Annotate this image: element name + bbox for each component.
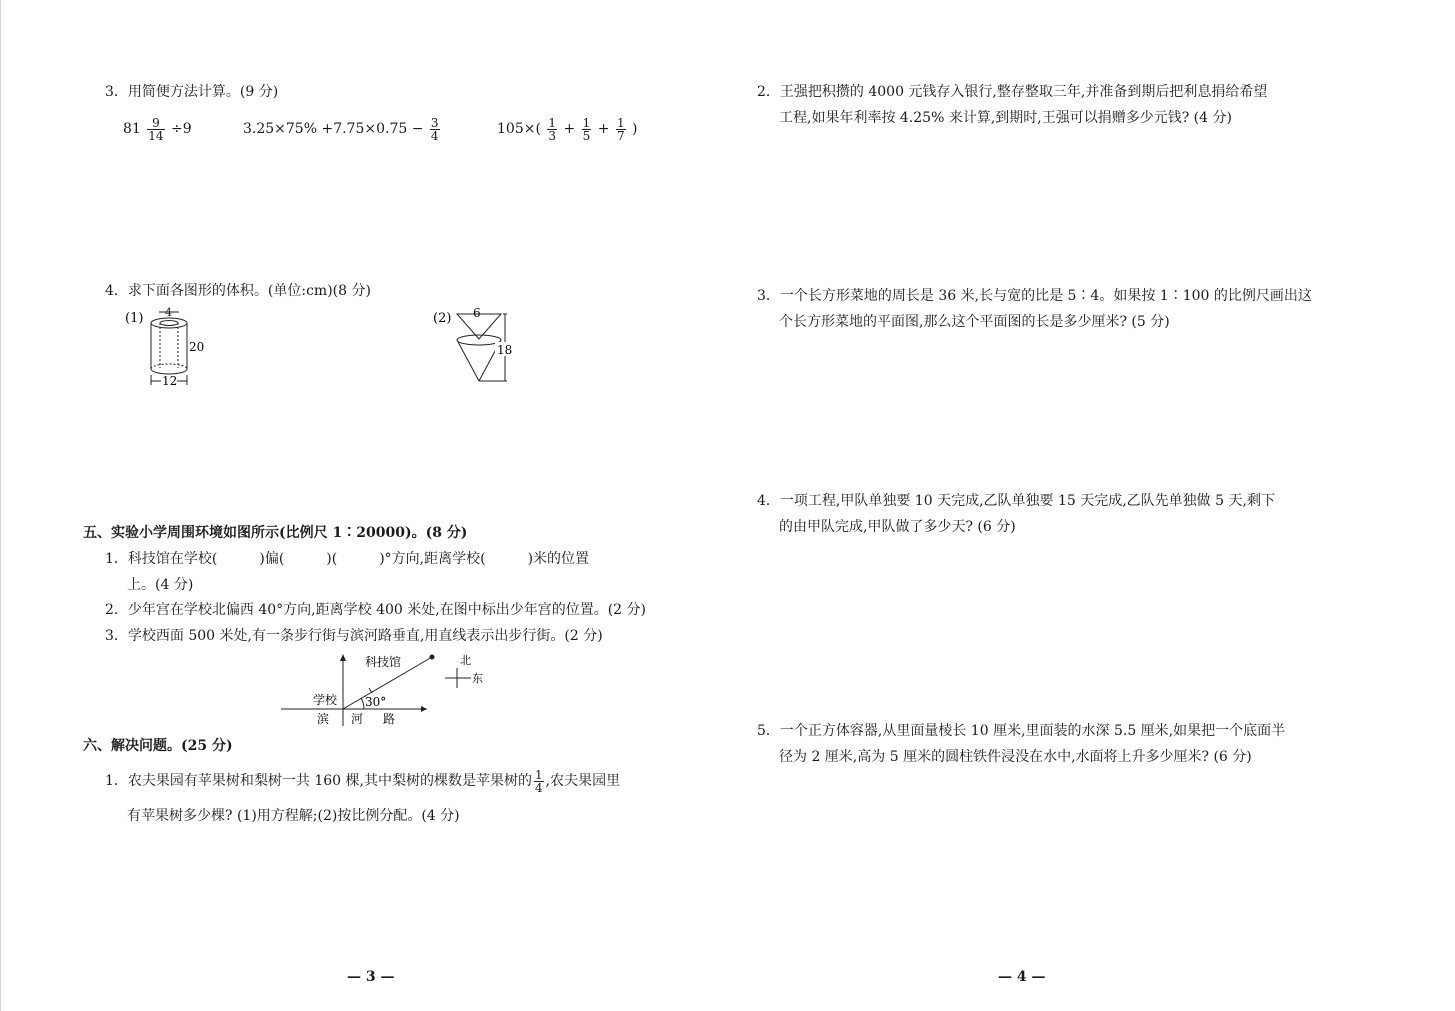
page-number: — 4 — [998,969,1046,985]
expression-1: 81 $\frac{9}{14}$ ÷9 [123,115,192,143]
r-q5-line2: 径为 2 厘米,高为 5 厘米的圆柱铁件浸没在水中,水面将上升多少厘米? (6 分) [779,749,1252,765]
sec5-q3: 3．学校西面 500 米处,有一条步行街与滨河路垂直,用直线表示出步行街。(2 分) [105,628,603,644]
svg-text:路: 路 [383,712,396,726]
double-cone-figure [429,305,529,390]
page-number: — 3 — [347,969,395,985]
sec6-q1-line2: 有苹果树多少棵? (1)用方程解;(2)按比例分配。(4 分) [127,808,460,824]
expression-3: 105×( $\frac{1}{3}$ + $\frac{1}{5}$ + $\frac{1}{7}$ ) [497,115,638,143]
figure-2-label: (2) [433,311,452,326]
svg-text:18: 18 [497,343,513,357]
r-q4-line1: 4．一项工程,甲队单独要 10 天完成,乙队单独要 15 天完成,乙队先单独做 5 天,剩下 [757,493,1275,509]
hollow-cylinder-figure [121,305,221,390]
fraction: $\frac{3}{4}$ [430,115,439,143]
r-q3-line1: 3．一个长方形菜地的周长是 36 米,长与宽的比是 5∶4。如果按 1∶100 的比例尺画出这 [757,288,1312,304]
r-q2-line2: 工程,如果年利率按 4.25% 来计算,到期时,王强可以捐赠多少元钱? (4 分) [779,110,1232,126]
figure-1-label: (1) [125,311,144,326]
angle-label: 30° [365,695,387,709]
r-q3-line2: 个长方形菜地的平面图,那么这个平面图的长是多少厘米? (5 分) [779,314,1170,330]
q3-title: 3．用简便方法计算。(9 分) [105,84,279,100]
q4-title: 4．求下面各图形的体积。(单位:cm)(8 分) [105,283,371,299]
right-page [728,0,1455,1011]
school-label: 学校 [313,693,338,707]
section-6-title: 六、解决问题。(25 分) [83,738,233,754]
sec6-q1-line1: 1．农夫果园有苹果树和梨树一共 160 棵,其中梨树的棵数是苹果树的 $\frac{1}{4}$ ,农夫果园里 [105,767,621,795]
museum-label: 科技馆 [365,655,402,669]
east-label: 东 [472,672,483,685]
svg-text:河: 河 [351,712,364,726]
svg-text:20: 20 [189,340,205,354]
r-q2-line1: 2．王强把积攒的 4000 元钱存入银行,整存整取三年,并准备到期后把利息捐给希望 [757,84,1268,100]
section-5-title: 五、实验小学周围环境如图所示(比例尺 1∶20000)。(8 分) [83,525,468,541]
svg-text:6: 6 [473,306,481,320]
sec5-q2: 2．少年宫在学校北偏西 40°方向,距离学校 400 米处,在图中标出少年宫的位置。(2 分) [105,602,646,618]
svg-text:4: 4 [165,306,172,319]
road-label: 滨 [317,712,330,726]
sec5-q1-line1: 1．科技馆在学校( )偏( )( )°方向,距离学校( )米的位置 [105,551,590,567]
expression-2: 3.25×75% +7.75×0.75 − $\frac{3}{4}$ [243,115,439,143]
school-map-diagram [279,650,499,730]
sec5-q1-line2: 上。(4 分) [127,577,194,593]
svg-text:12: 12 [162,374,178,388]
museum-point [430,655,435,660]
r-q4-line2: 的由甲队完成,甲队做了多少天? (6 分) [779,519,1016,535]
north-label: 北 [460,654,471,667]
fraction: $\frac{9}{14}$ [148,115,164,143]
r-q5-line1: 5．一个正方体容器,从里面量棱长 10 厘米,里面装的水深 5.5 厘米,如果把一个底面半 [757,723,1286,739]
